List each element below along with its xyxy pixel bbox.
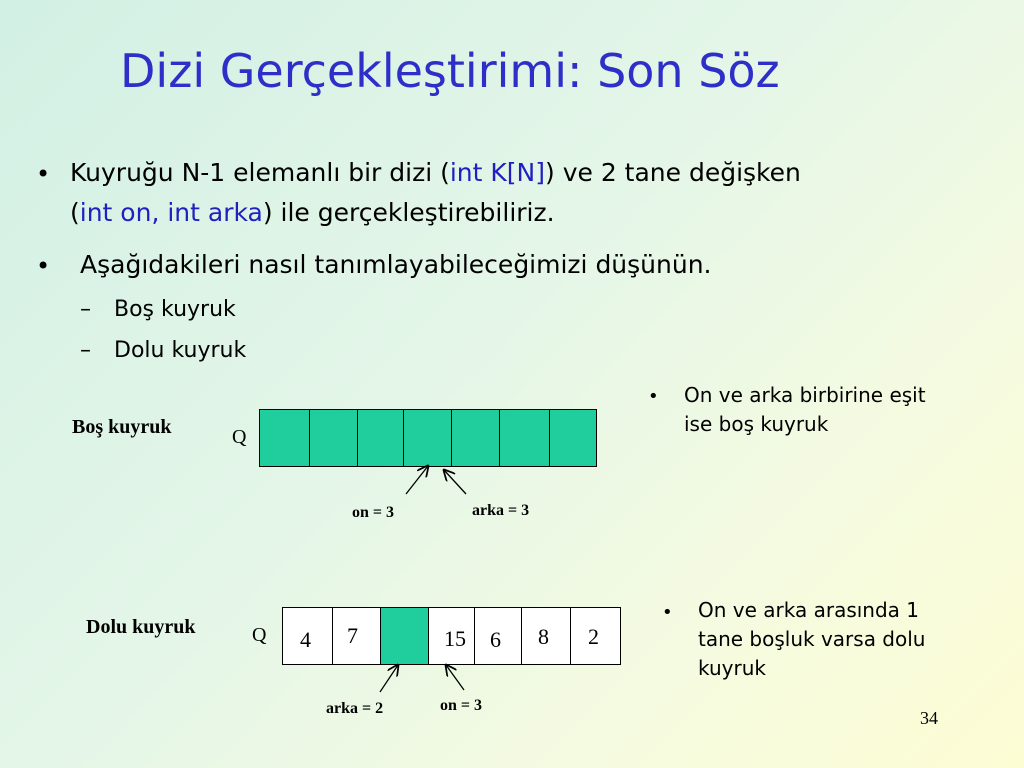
bullet-marker: • — [36, 252, 51, 280]
queue-cell-value: 15 — [444, 626, 466, 651]
bullet-1-code-vars: int on, int arka — [79, 198, 263, 227]
sub-bullet-full-queue: Dolu kuyruk — [114, 338, 247, 363]
empty-arka-arrow — [444, 470, 466, 494]
queue-cell-value: 6 — [490, 627, 501, 652]
note-marker: • — [648, 386, 659, 407]
note-marker: • — [662, 602, 673, 623]
bullet-marker: • — [36, 160, 51, 188]
page-number: 34 — [920, 708, 938, 728]
queue-cell-value: 8 — [538, 624, 549, 649]
empty-queue-label: Boş kuyruk — [72, 416, 172, 438]
full-queue-label: Dolu kuyruk — [86, 616, 196, 638]
bullet-1-text-c: ( — [70, 198, 80, 227]
empty-queue-on-label: on = 3 — [352, 504, 395, 521]
full-queue-note: On ve arka arasında 1 tane boşluk varsa dolu kuyruk — [698, 598, 926, 680]
bullet-1-code-array: int K[N] — [449, 158, 545, 187]
bullet-1-text-a: Kuyruğu N-1 elemanlı bir dizi ( — [70, 158, 450, 187]
empty-queue-array-name: Q — [232, 426, 247, 448]
empty-on-arrow — [406, 466, 428, 494]
empty-queue-arka-label: arka = 3 — [472, 502, 530, 519]
slide-title: Dizi Gerçekleştirimi: Son Söz — [120, 44, 780, 98]
bullet-1-text-b: ) ve 2 tane değişken — [545, 158, 801, 187]
full-queue-array-name: Q — [252, 624, 267, 646]
empty-queue-note: On ve arka birbirine eşit ise boş kuyruk — [684, 383, 926, 436]
queue-cell-value: 2 — [588, 624, 599, 649]
sub-bullet-marker: – — [80, 338, 91, 363]
full-arka-arrow — [380, 665, 398, 692]
bullet-1-text-d: ) ile gerçekleştirebiliriz. — [262, 198, 555, 227]
full-on-arrow — [446, 665, 464, 690]
sub-bullet-empty-queue: Boş kuyruk — [114, 297, 236, 322]
bullet-2-text: Aşağıdakileri nasıl tanımlayabileceğimizi düşünün. — [80, 250, 712, 279]
queue-cell-value: 7 — [347, 623, 358, 648]
full-queue-on-label: on = 3 — [440, 697, 483, 714]
sub-bullet-marker: – — [80, 297, 91, 322]
full-queue-arka-label: arka = 2 — [326, 700, 384, 717]
queue-cell-value: 4 — [300, 627, 311, 652]
